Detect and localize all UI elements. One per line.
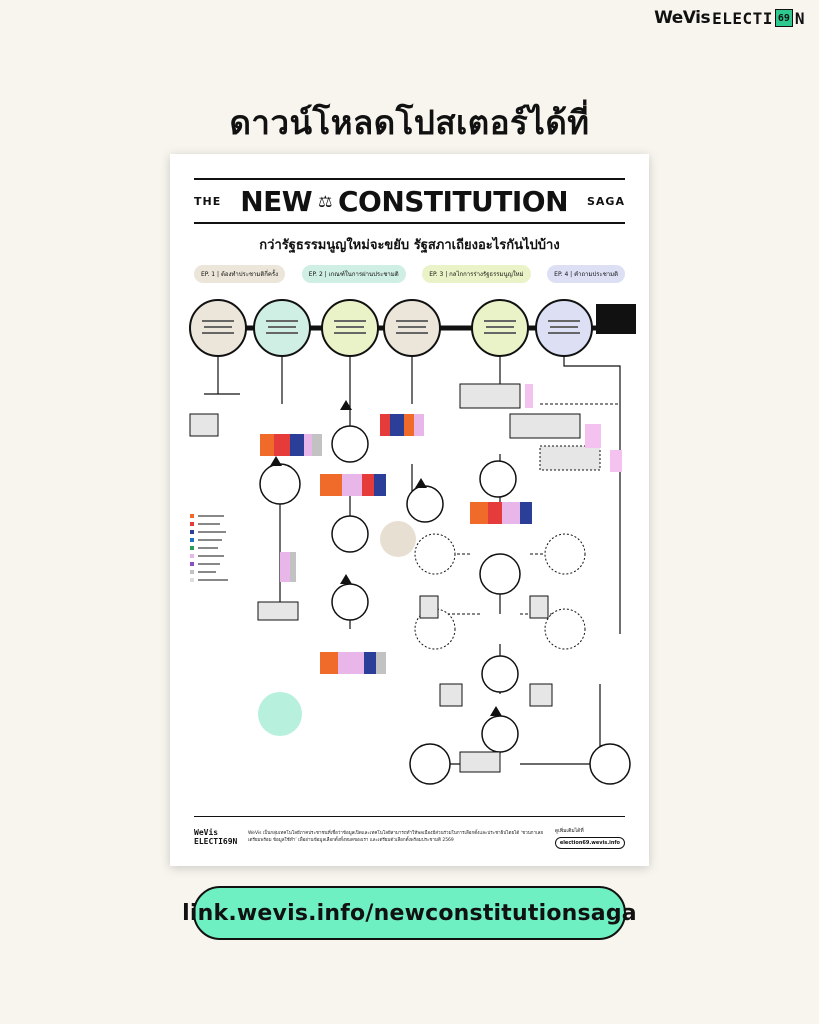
download-headline: ดาวน์โหลดโปสเตอร์ได้ที่ xyxy=(229,103,590,142)
poster-preview[interactable] xyxy=(170,154,649,866)
logo-election-text: ELECTI xyxy=(712,8,773,28)
flow-node-f xyxy=(480,461,516,497)
episode-tab-1: EP. 1 | ต้องทำประชามติกี่ครั้ง xyxy=(194,265,285,283)
episode-tab-4: EP. 4 | คำถามประชามติ xyxy=(547,265,625,283)
flow-node-j xyxy=(410,744,450,784)
poster-title-constitution: CONSTITUTION xyxy=(337,184,569,218)
poster-footer xyxy=(194,816,625,854)
flow-node-i xyxy=(482,716,518,752)
flow-box-5 xyxy=(258,602,298,620)
flow-node-d xyxy=(332,584,368,620)
flow-node-beige xyxy=(380,521,416,557)
poster-footer-dl-label: ดูเพิ่มเติมได้ที่ xyxy=(554,827,584,834)
wevis-election-logo xyxy=(654,8,805,28)
poster-title-saga: SAGA xyxy=(587,194,625,208)
flowchart-diagram xyxy=(180,284,640,814)
vote-bar-3 xyxy=(320,474,386,496)
episode-tab-2: EP. 2 | เกณฑ์ในการผ่านประชามติ xyxy=(302,265,406,283)
flow-note-black xyxy=(596,304,636,334)
download-link-button[interactable]: link.wevis.info/newconstitutionsaga xyxy=(193,886,626,940)
poster-subtitle: กว่ารัฐธรรมนูญใหม่จะขยับ รัฐสภาเถียงอะไรกันไปบ้าง xyxy=(259,238,560,253)
flow-node-b xyxy=(332,426,368,462)
flow-box-3 xyxy=(510,414,580,438)
vote-bar-5 xyxy=(470,502,532,524)
flow-node-c xyxy=(332,516,368,552)
flow-node-a xyxy=(260,464,300,504)
logo-wevis-text: WeVis xyxy=(654,8,711,28)
logo-election-n: N xyxy=(794,8,805,28)
flow-node-e xyxy=(407,486,443,522)
poster-footer-download xyxy=(555,827,625,849)
vote-bar-4 xyxy=(320,652,386,674)
flow-box-10 xyxy=(460,752,500,772)
vote-bar-1 xyxy=(260,434,322,456)
flow-box-8 xyxy=(440,684,462,706)
flow-box-9 xyxy=(530,684,552,706)
logo-ballot-box-icon: 69 xyxy=(775,9,793,27)
flow-box-7 xyxy=(530,596,548,618)
flow-node-k xyxy=(590,744,630,784)
flow-node-referendum xyxy=(258,692,302,736)
flow-box-6 xyxy=(420,596,438,618)
flow-node-g xyxy=(480,554,520,594)
episode-tab-3: EP. 3 | กลไกการร่างรัฐธรรมนูญใหม่ xyxy=(422,265,530,283)
party-legend xyxy=(190,514,228,582)
poster-footer-logo-line2: ELECTI69N xyxy=(194,836,238,846)
vote-bar-6 xyxy=(280,552,296,582)
poster-footer-logo xyxy=(194,829,240,847)
poster-title-new: NEW xyxy=(240,184,313,218)
flow-node-h xyxy=(482,656,518,692)
gavel-icon: ⚖ xyxy=(318,191,332,211)
vote-bar-2 xyxy=(380,414,424,436)
poster-footer-text: WeVis เป็นกลุ่มเทคโนโลยีภาคประชาชนที่เชื่อว่าข้อมูลเปิดและเทคโนโลยีสามารถทำให้พลเมืองมีส่วนร่วมในการเลือกตั้งและประชาธิปไตยได้ ‘ชวนกาเลย เตรียมพร้อม ข้อมูลใช้ทำ’ เพื่ออ่านข้อมูลเลือกตั้งทั้งหมดของเรา และเตรียมตัวเลือกตั้งพร้อมประชามติ 2569 xyxy=(248,831,543,843)
poster-title-the: THE xyxy=(194,194,222,208)
poster-title-row xyxy=(194,178,625,224)
flow-box-2 xyxy=(460,384,520,408)
flow-box-1 xyxy=(190,414,218,436)
episode-tabs xyxy=(194,265,625,283)
flow-box-4 xyxy=(540,446,600,470)
poster-footer-logo-line1: WeVis xyxy=(194,827,219,837)
poster-title xyxy=(240,185,568,218)
poster-footer-dl-url[interactable]: election69.wevis.info xyxy=(555,837,625,849)
